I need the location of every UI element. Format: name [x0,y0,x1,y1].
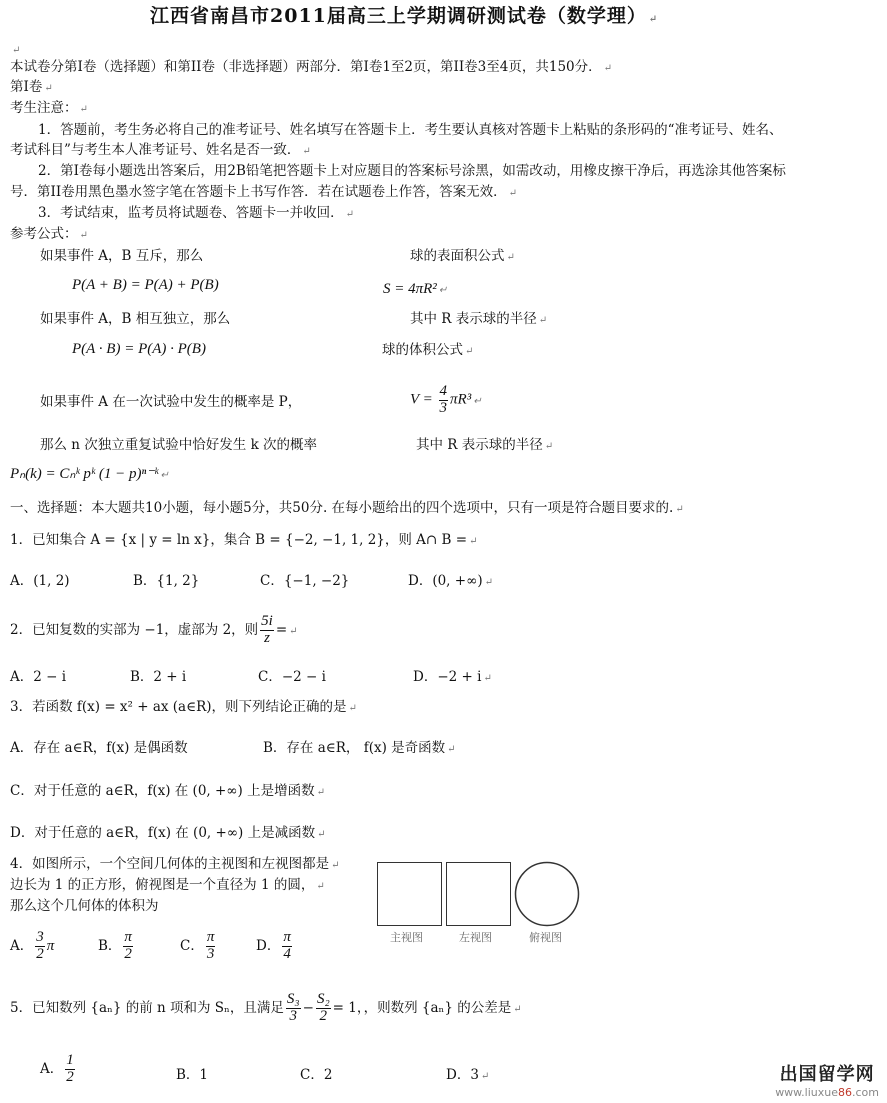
q3-option-a: A．存在 a∈R，f(x) 是偶函数 [10,740,188,756]
formula-repeat-label: 那么 n 次独立重复试验中恰好发生 k 次的概率 [40,437,318,453]
formula-sphere-area-label: 球的表面积公式 ↵ [410,248,515,264]
fraction: $\frac{\pi}{3}$ [206,929,215,962]
formula-sphere-volume-label: 球的体积公式 ↵ [382,342,474,358]
q4-option-d: D． $\frac{\pi}{4}$ [256,929,291,962]
part-heading: 一、选择题：本大题共10小题，每小题5分，共50分. 在每小题给出的四个选项中，只有一项是符合题目要求的. ↵ [10,500,684,516]
q1-option-d: D．(0, +∞) ↵ [408,573,493,589]
formula-probability-label: 如果事件 A 在一次试验中发生的概率是 P， [40,394,302,410]
formula-radius-note-2: 其中 R 表示球的半径 ↵ [416,437,554,453]
q4-option-b: B． $\frac{\pi}{2}$ [98,929,132,962]
fraction: $\frac{\text{S₃}}{3}$ [286,991,300,1024]
q1-option-c: C．{−1, −2} [260,573,350,589]
q5-option-b: B．1 [176,1067,209,1083]
q5-option-c: C．2 [300,1067,333,1083]
q2-option-b: B．2 + i [130,669,187,685]
formula-sphere-volume-equation: V = $\frac{4}{3}$ πR³ ↵ [410,383,482,416]
front-view-square [377,862,442,926]
formula-binomial: Pₙ(k) = Cₙᵏ pᵏ (1 − p)ⁿ⁻ᵏ ↵ [10,466,169,482]
left-view-caption: 左视图 [459,931,492,944]
blank-line-mark: ↵ [12,45,21,56]
question-3: 3．若函数 f(x) = x² + ax (a∈R)，则下列结论正确的是 ↵ [10,699,357,715]
notice-3: 3．考试结束，监考员将试题卷、答题卡一并收回． ↵ [38,205,354,221]
q3-option-c: C．对于任意的 a∈R，f(x) 在 (0, +∞) 上是增函数 ↵ [10,783,325,799]
question-1: 1．已知集合 A = {x | y = ln x}，集合 B = {−2, −1, 1, 2}，则 A∩ B = ↵ [10,532,478,548]
fraction: $\frac{1}{2}$ [66,1052,74,1085]
formula-mutex-equation: P(A + B) = P(A) + P(B) [72,277,219,293]
notice-1-line-1: 1．答题前，考生务必将自己的准考证号、姓名填写在答题卡上．考生要认真核对答题卡上粘贴的条形码的“准考证号、姓名、 [38,122,783,138]
q1-option-b: B．{1, 2} [133,573,200,589]
question-5: 5．已知数列 {aₙ} 的前 n 项和为 Sₙ，且满足 $\frac{\text{S₃}}{3}$ − $\frac{\text{S₂}}{2}$ = 1，，则数列 {aₙ} 的公差是 ↵ [10,991,522,1024]
q2-option-d: D．−2 + i ↵ [413,669,492,685]
fraction: $\frac{\pi}{4}$ [283,929,291,962]
formula-mutex-label: 如果事件 A，B 互斥，那么 [40,248,204,264]
watermark-url: www.liuxue86.com [775,1086,879,1099]
question-2: 2．已知复数的实部为 −1，虚部为 2，则 $\frac{5i}{z}$ = ↵ [10,613,298,646]
notice-2-line-2: 号．第II卷用黑色墨水签字笔在答题卡上书写作答．若在试题卷上作答，答案无效． ↵ [10,184,518,200]
q5-option-d: D．3 ↵ [446,1067,490,1083]
notice-1-line-2: 考试科目”与考生本人准考证号、姓名是否一致． ↵ [10,142,311,158]
formula-independent-label: 如果事件 A，B 相互独立，那么 [40,311,231,327]
watermark-title: 出国留学网 [779,1064,875,1085]
site-watermark [775,1060,879,1099]
front-view-caption: 主视图 [390,931,423,944]
formula-independent-equation: P(A · B) = P(A) · P(B) [72,341,206,357]
page-title: 江西省南昌市2011届高三上学期调研测试卷（数学理） ↵ [150,5,659,27]
q4-option-a: A． $\frac{3}{2}$ π [10,929,55,962]
notice-2-line-1: 2．第Ⅰ卷每小题选出答案后，用2B铅笔把答题卡上对应题目的答案标号涂黑，如需改动，用橡皮擦干净后，再选涂其他答案标 [38,163,786,179]
fraction: $\frac{\text{S₂}}{2}$ [316,991,330,1024]
formula-radius-note-1: 其中 R 表示球的半径 ↵ [410,311,548,327]
question-4-line-1: 4．如图所示，一个空间几何体的主视图和左视图都是 ↵ [10,856,340,872]
fraction: $\frac{5i}{z}$ [261,613,273,646]
q3-option-b: B．存在 a∈R， f(x) 是奇函数 ↵ [263,740,456,756]
q2-option-a: A．2 − i [10,669,67,685]
question-4-line-2: 边长为 1 的正方形，俯视图是一个直径为 1 的圆， ↵ [10,877,325,893]
top-view-circle [513,860,581,928]
top-view-caption: 俯视图 [529,931,562,944]
left-view-square [446,862,511,926]
q4-option-c: C． $\frac{\pi}{3}$ [180,929,215,962]
notice-title: 考生注意： ↵ [10,100,88,116]
fraction: $\frac{\pi}{2}$ [124,929,132,962]
question-4-line-3: 那么这个几何体的体积为 [10,898,159,914]
intro-text: 本试卷分第Ⅰ卷（选择题）和第II卷（非选择题）两部分．第Ⅰ卷1至2页，第II卷3至4页，共150分． ↵ [10,59,613,75]
q1-option-a: A．(1, 2) [10,573,70,589]
fraction: $\frac{3}{2}$ [36,929,44,962]
formula-title: 参考公式： ↵ [10,226,88,242]
fraction: $\frac{4}{3}$ [439,383,448,416]
section-heading: 第Ⅰ卷 ↵ [10,79,53,95]
q5-option-a: A． $\frac{1}{2}$ [40,1052,74,1085]
formula-sphere-area-equation: S = 4πR² ↵ [383,281,448,297]
q3-option-d: D．对于任意的 a∈R，f(x) 在 (0, +∞) 上是减函数 ↵ [10,825,326,841]
q2-option-c: C．−2 − i [258,669,326,685]
